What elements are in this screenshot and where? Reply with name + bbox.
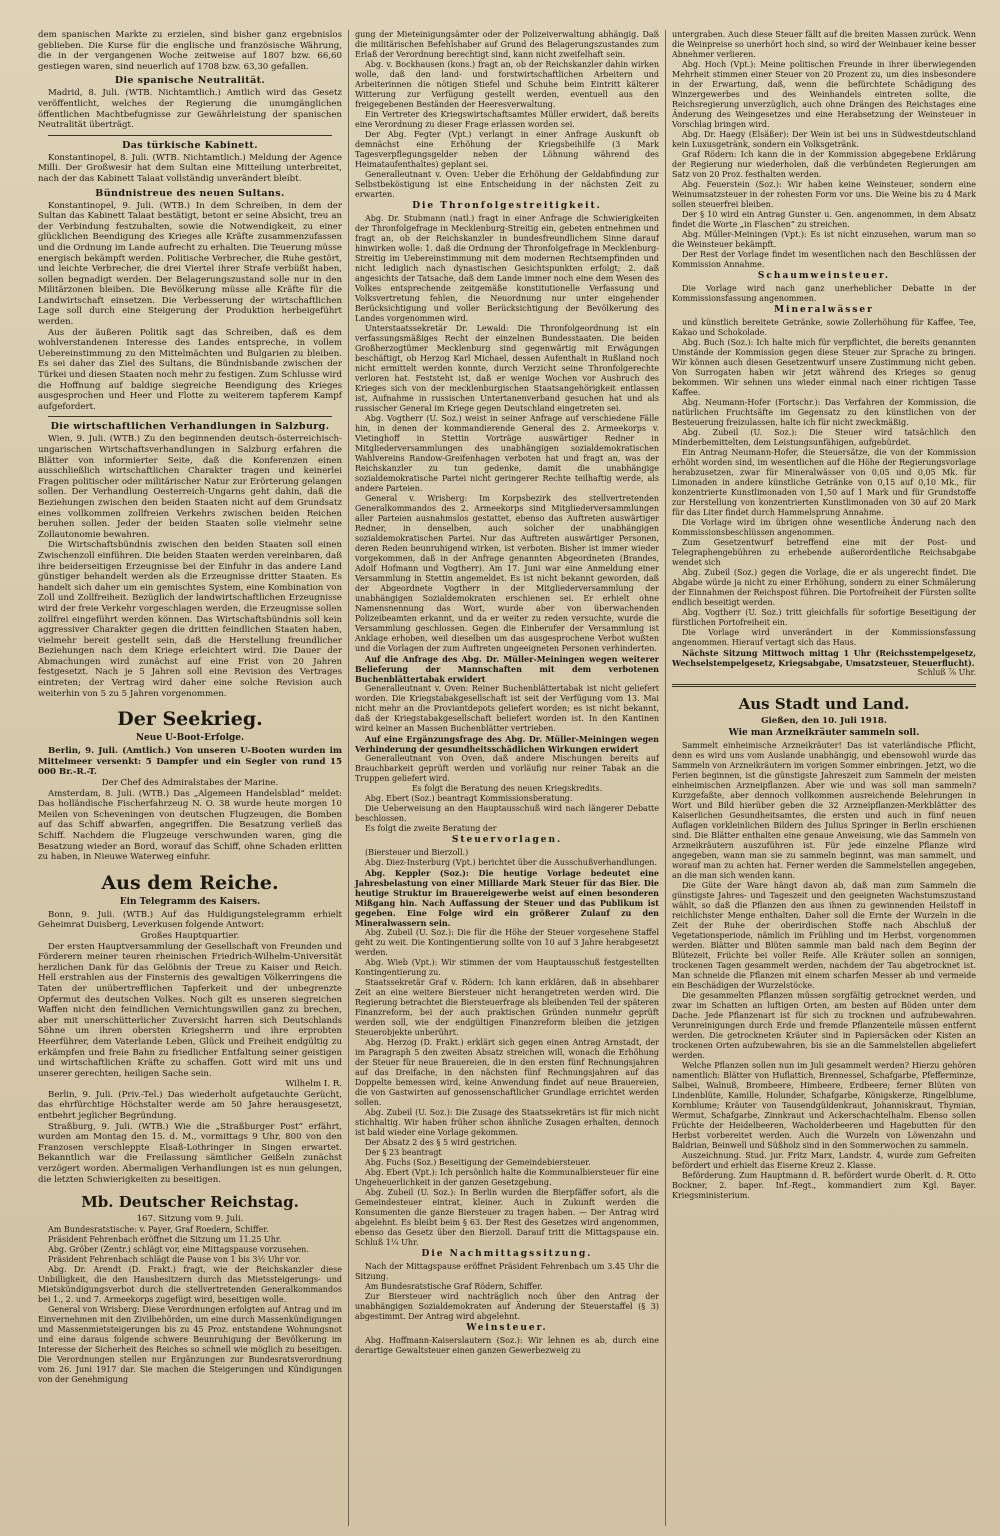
- heading-sultan: Bündnistreue des neuen Sultans.: [95, 187, 285, 199]
- paragraph: Welche Pflanzen sollen nun im Juli gesammelt werden? Hierzu gehören namentlich: Blätter von Huflattich, Brennessel, Schafgarbe, Pfefferminze, Salbei, Walnuß, Brombeere, Himbeere, Erdbeere; ferner Blüten von Lindenblüte, Kamille, Holunder, Schafgarbe, Königskerze, Ringelblume, Kornblume; Kräuter von Tausendgüldenkraut, Johanniskraut, Thymian, Wermut, Schafgarbe, Zinnkraut und Ackerschachtelhalm. Ebenso sollen Früchte der Heidelbeeren, Wacholderbeeren und Hagebutten für den Herbst vorbereitet werden. Auch die Wurzeln von Löwenzahn und Baldrian, Beinwell und Süßholz sind in den Sommerwochen zu sammeln.: [672, 1060, 976, 1150]
- paragraph: Abg. Keppler (Soz.): Die heutige Vorlage bedeutet eine Jahresbelastung von einer Milliarde Mark Steuer für das Bier. Die heutige Struktur im Brauereigewerbe weist auf einen besonderen Mißgang hin. Nach Auffassung der Steuer und das Publikum ist gegeben. Eine Folge wird ein größerer Zulauf zu den Mineralwassern sein.: [355, 868, 659, 928]
- heading-thronfolge: Die Thronfolgestreitigkeit.: [412, 201, 602, 211]
- column-3: [665, 30, 982, 1526]
- paragraph-eroeffnung: Präsident Fehrenbach eröffnet die Sitzung um 11.25 Uhr.: [48, 1234, 282, 1244]
- paragraph: Die gesammelten Pflanzen müssen sorgfältig getrocknet werden, und zwar im Schatten an luftigen Orten, am besten auf Böden unter dem Dache. Jede Pflanzenart ist für sich zu trocknen und aufzubewahren. Verunreinigungen durch Erde und fremde Pflanzenteile müssen entfernt werden. Die getrockneten Kräuter sind in Papiersäcken oder Kisten an trockenen Orten aufzubewahren, bis sie an die Sammelstellen abgeliefert werden.: [672, 990, 976, 1060]
- paragraph: Die Vorlage wird im übrigen ohne wesentliche Änderung nach den Kommissionsbeschlüssen angenommen.: [672, 518, 976, 537]
- signature-admiralstab: Der Chef des Admiralstabes der Marine.: [101, 778, 279, 789]
- paragraph-hauptquartier: Großes Hauptquartier.: [140, 930, 240, 941]
- heading-schaumwein: Schaumweinsteuer.: [757, 271, 891, 281]
- paragraph-turkish: Konstantinopel, 8. Juli. (WTB. Nichtamtlich.) Meldung der Agence Milli. Der Großwesir hat dem Sultan eine Mitteilung unterbreitet, nach der das Kabinett Talaat vollständig unverändert bleibt.: [38, 152, 342, 184]
- paragraph: Generalleutnant v. Oven: Reiner Buchenblättertabak ist nicht geliefert worden. Die Kriegstabakgesellschaft ist seit der Verfügung vom 13. Mai nicht mehr an die Proviantdepots geliefert worden; es ist nicht bekannt, daß der Kriegstabakgesellschaft beliefert worden ist. In den Kantinen wird keiner an Massen Buchenblätter vertrieben.: [355, 684, 659, 733]
- paragraph: Abg. Vogtherr (U. Soz.) weist in seiner Anfrage auf verschiedene Fälle hin, in denen der kommandierende General des 2. Armeekorps v. Vietinghoff in Stettin Vorträge auswärtiger Redner in Mitgliederversammlungen des unabhängigen sozialdemokratischen Wahlvereins Randow-Greifenhagen verboten hat und fragt an, was der Reichskanzler zu tun gedenke, damit die unabhängige sozialdemokratische Partei nicht geringerer Rechte teilhaftig werde, als andere Parteien.: [355, 414, 659, 493]
- heading-telegramm: Ein Telegramm des Kaisers.: [119, 896, 261, 907]
- paragraph-salzburg-2: Die Wirtschaftsbündnis zwischen den beiden Staaten soll einen Zwischenzoll einführen. Die beiden Staaten werden vereinbaren, daß ihre beiderseitigen Erzeugnisse bei der Einfuhr in das andere Land günstiger behandelt werden als die Erzeugnisse dritter Staaten. Es handelt sich daher um ein gemischtes System, eine Kombination von Zoll und Zollfreiheit. Bezüglich der landwirtschaftlichen Erzeugnisse wird der freie Verkehr vorgeschlagen werden, die Erzeugnisse sollen zollfrei eingeführt werden können. Das Wirtschaftsbündnis soll kein aggressiver Charakter gegen die dritten feindlichen Staaten haben, vielmehr bereit gestellt sein, daß die Herstellung freundlicher Beziehungen nach dem Kriege erleichtert wird. Die Dauer der Abmachungen wird zunächst auf eine Frist von 20 Jahren festgesetzt. Nach je 5 Jahren soll eine Revision des Vertrages eintreten; der Vertrag wird daher eine solche Revision auch weiterhin von 5 zu 5 Jahren vorgenommen.: [38, 540, 342, 699]
- paragraph: Abg. Wieb (Vpt.): Wir stimmen der vom Hauptausschuß festgestellten Kontingentierung zu.: [355, 958, 659, 977]
- column-container: [32, 30, 982, 1526]
- heading-kriegskredit: Es folgt die Beratung des neuen Kriegskredits.: [411, 784, 603, 793]
- heading-turkish-cabinet: Das türkische Kabinett.: [122, 139, 258, 151]
- paragraph: Der § 10 wird ein Antrag Gunster u. Gen. angenommen, in dem Absatz findet die Worte „in Flaschen“ zu streichen.: [672, 210, 976, 229]
- column-1: [32, 30, 348, 1526]
- paragraph-groeber: Abg. Gröber (Zentr.) schlägt vor, eine Mittagspause vorzusehen.: [48, 1244, 309, 1254]
- paragraph: Abg. Zubeil (U. Soz.): Die Steuer wird tatsächlich den Minderbemittelten, dem Leistungsunfähigen, aufgebürdet.: [672, 428, 976, 447]
- paragraph: General v. Wrisberg: Im Korpsbezirk des stellvertretenden Generalkommandos des 2. Armeekorps sind Mitgliederversammlungen aller Parteien ausnahmslos gestattet, ebenso das Auftreten auswärtiger Redner, in denselben, auch solcher der unabhängigen sozialdemokratischen Partei. Nur das Auftreten auswärtiger Personen, deren Reden beunruhigend wirken, ist verboten. Bisher ist immer wieder vorgekommen, daß in der Anfrage genannten Abgeordneten (Brandes, Adolf Hofmann und Vogtherr). Am 17. Juni war eine Anmeldung einer Versammlung in Stettin angemeldet. Es ist nicht bekannt geworden, daß der Abgeordnete Vogtherr in der Mitgliederversammlung der unabhängigen Sozialdemokraten erschienen sei. Er erhielt ohne Namensnennung das Wort, wurde aber von überwachenden Polizeibeamten erkannt, und da er weiter zu reden versuchte, wurde die Versammlung geschlossen. Gegen die Einberufer der Versammlung ist Anklage erhoben, weil dieselben um das ausgesprochene Verbot wußten und die Vorlagen der zum Auftreten ungeeigneten Personen verhinderten.: [355, 494, 659, 653]
- paragraph-pause: Präsident Fehrenbach schlägt die Pause von 1 bis 3½ Uhr vor.: [48, 1254, 301, 1264]
- paragraph-wrisberg: General von Wrisberg: Diese Verordnungen erfolgten auf Antrag und im Einvernehmen mit den Zivilbehörden, um eine durch Massenkündigungen und Massenmietsteigerungen bis zu 45 Proz. entstandene Wohnungsnot und eine daraus folgende schwere Beunruhigung der Bevölkerung im Interesse der Sicherheit des Reiches so schnell wie möglich zu beseitigen. Die Verordnungen stellen nur Ergänzungen zur Bundesratsverordnung vom 26. Juni 1917 dar. Sie machen die Steigerungen und Kündigungen von der Genehmigung: [38, 1304, 342, 1384]
- paragraph: Abg. Buch (Soz.): Ich halte mich für verpflichtet, die bereits genannten Umstände der Kommission gegen diese Steuer zur Sprache zu bringen. Wir können auch diesen Gesetzentwurf unsere Zustimmung nicht geben. Von Surrogaten haben wir jetzt während des Krieges so genug bekommen. Wir sehnen uns wieder einmal nach einer richtigen Tasse Kaffee.: [672, 338, 976, 397]
- paragraph: Staatssekretär Graf v. Rödern: Ich kann erklären, daß in absehbarer Zeit an eine weitere Biersteuer nicht herangetreten werden wird. Die Regierung betrachtet die Biersteuerfrage als bleibenden Teil der späteren Finanzreform, bei der auch praktischen Gründen nunmehr geprüft werden soll, wie der endgültigen Finanzreform bleiben die jetzigen Steuerobjekte unberührt.: [355, 978, 659, 1037]
- paragraph: Ein Antrag Neumann-Hofer, die Steuersätze, die von der Kommission erhöht worden sind, im wesentlichen auf die Höhe der Regierungsvorlage herabzusetzen, zwar für Mineralwässer von 0,05 und 0,05 Mk. für Limonaden in andere künstliche Getränke von 0,15 auf 0,10 Mk., für konzentrierte Kunstlimonaden von 1,50 auf 1 Mark und für Grundstoffe zur Herstellung von konzentrierten Kunstlimonaden von 30 auf 20 Mark für das Liter findet durch Hammelsprung Annahme.: [672, 448, 976, 517]
- paragraph: Abg. Ebert (Vpt.): Ich persönlich halte die Kommunalbiersteuer für eine Ungeheuerlichkeit in der ganzen Gesetzgebung.: [355, 1168, 659, 1187]
- paragraph: Abg. Dr. Stubmann (natl.) fragt in einer Anfrage die Schwierigkeiten der Thronfolgefrage in Mecklenburg-Streitig ein, gebeten entnehmen und fragt an, ob der Reichskanzler in bundesfreundlichem Sinne darauf hinwirken wolle: 1. daß die Ordnung der Thronfolgefrage in Mecklenburg-Streitig im Uebereinstimmung mit dem modernen Rechtsempfinden und nicht lediglich nach dynastischen Gesichtspunkten erfolgt; 2. daß angesichts der Tatsache, daß dem Lande immer noch eine dem Wesen des Volkes entsprechende zeitgemäße konstitutionelle Verfassung und Volksvertretung fehlen, die Neuordnung nur unter eingehender Berücksichtigung und voller Berücksichtigung der Bevölkerung des Landes vorgenommen wird.: [355, 214, 659, 323]
- heading-reichstag: Mb. Deutscher Reichstag.: [81, 1193, 299, 1212]
- paragraph: Zur Biersteuer wird nachträglich noch über den Antrag der unabhängigen Sozialdemokraten auf Änderung der Steuerstaffel (§ 3) abgestimmt. Der Antrag wird abgelehnt.: [355, 1292, 659, 1321]
- paragraph-telegramm-1: Bonn, 9. Juli. (WTB.) Auf das Huldigungstelegramm erhielt Geheimrat Duisberg, Leverkusen folgende Antwort:: [38, 909, 342, 931]
- heading-uboot: Neue U-Boot-Erfolge.: [135, 733, 245, 744]
- divider: [48, 416, 332, 417]
- paragraph: Abg. Zubeil (U. Soz.): Die für die Höhe der Steuer vorgesehene Staffel geht zu weit. Die Kontingentierung sollte von 10 auf 3 Jahre herabgesetzt werden.: [355, 928, 659, 957]
- paragraph-arendt: Abg. Dr. Arendt (D. Frakt.) fragt, wie der Reichskanzler diese Unbilligkeit, die den Hausbesitzern durch das Mietssteigerungs- und Mietskündigungsverbot durch die stellvertretenden Generalkommandos bei 1., 2. und 7. Armeekorps zugefügt wird, beseitigen wolle.: [38, 1264, 342, 1304]
- paragraph: gung der Mieteinigungsämter oder der Polizeiverwaltung abhängig. Daß die militärischen Befehlshaber auf Grund des Belagerungszustandes zum Erlaß der Verordnung berechtigt sind, kann nicht zweifelhaft sein.: [355, 30, 659, 59]
- paragraph-sitzung: 167. Sitzung vom 9. Juli.: [136, 1214, 244, 1225]
- paragraph: Abg. Ebert (Soz.) beantragt Kommissionsberatung.: [365, 794, 573, 803]
- paragraph: Auf eine Ergänzungsfrage des Abg. Dr. Müller-Meiningen wegen Verhinderung der gesundheitsschädlichen Wirkungen erwidert: [355, 734, 659, 754]
- paragraph-uboot: Berlin, 9. Juli. (Amtlich.) Von unseren U-Booten wurden im Mittelmeer versenkt: 5 Dampfer und ein Segler von rund 15 000 Br.-R.-T.: [38, 746, 342, 778]
- paragraph: Abg. Müller-Meiningen (Vpt.): Es ist nicht einzusehen, warum man so die Weinsteuer bekämpft.: [672, 230, 976, 249]
- divider: [672, 684, 976, 687]
- intro-paragraph: dem spanischen Markte zu erzielen, sind bisher ganz ergebnislos geblieben. Die Kurse für die englische und französische Währung, die in der vergangenen Woche zeitweise auf 1807 bzw. 66,60 gestiegen waren, sind neuerlich auf 1708 bzw. 63,30 gefallen.: [38, 30, 342, 72]
- divider: [48, 135, 332, 136]
- paragraph: untergraben. Auch diese Steuer fällt auf die breiten Massen zurück. Wenn die Weinpreise so unerhört hoch sind, so wird der Weinbauer keine besser Abnehmer verlieren.: [672, 30, 976, 59]
- paragraph-berlin: Berlin, 9. Juli. (Priv.-Tel.) Das wiederholt aufgetauchte Gerücht, das ehrfürchtige Höchstalter werde am 50 Jahre herausgesetzt, entbehrt jeglicher Begründung.: [38, 1089, 342, 1122]
- paragraph: Der Rest der Vorlage findet im wesentlichen nach den Beschlüssen der Kommission Annahme.: [672, 250, 976, 269]
- paragraph: Abg. Neumann-Hofer (Fortschr.): Das Verfahren der Kommission, die natürlichen Fruchtsäfte im Gegensatz zu den künstlichen von der Besteuerung freizulassen, halte ich für nicht zweckmäßig.: [672, 398, 976, 427]
- paragraph: Ein Vertreter des Kriegswirtschaftsamtes Müller erwidert, daß bereits eine Verordnung zu dieser Frage erlassen worden sei.: [355, 110, 659, 129]
- paragraph: Abg. Hoch (Vpt.): Meine politischen Freunde in ihrer überwiegenden Mehrheit stimmen einer Steuer von 20 Prozent zu, um dies insbesondere in der Erwartung, daß, wenn die befürchtete Schädigung des Winzergewerbes und des Weinhandels eintreten sollte, die Reichsregierung unverzüglich, auch ohne Drängen des Reichstages eine Änderung des Weingesetzes und eine Herabsetzung der Weinsteuer in Vorschlag bringen wird.: [672, 60, 976, 129]
- paragraph: Die Güte der Ware hängt davon ab, daß man zum Sammeln die günstigste Jahres- und Tageszeit und den geeigneten Wachstumszustand wählt, so daß die Pflanzen den aus ihnen zu gewinnenden Heilstoff in reichlichster Menge enthalten. Daher soll die Ernte der Wurzeln in die Zeit der Ruhe der oberirdischen Stoffe nach Abschluß der Vegetationsperiode, nämlich im Frühling und im Herbst, vorgenommen werden. Blätter und Blüten sammle man bald nach dem Beginn der Blütezeit, Früchte bei voller Reife. Alle Kräuter sollen an sonnigen, trockenen Tagen gesammelt werden, nachdem der Tau abgetrocknet ist. Man schneide die Pflanzen mit einem scharfen Messer ab und vermeide ein Beschädigen der Wurzelstöcke.: [672, 880, 976, 990]
- dateline: Gießen, den 10. Juli 1918.: [761, 716, 887, 726]
- paragraph: Graf Rödern: Ich kann die in der Kommission abgegebene Erklärung der Regierung nur wiederholen, daß die verbündeten Regierungen am Satz von 20 Proz. festhalten werden.: [672, 150, 976, 179]
- paragraph: Der § 23 beantragt: [365, 1148, 442, 1157]
- paragraph: Die Vorlage wird unverändert in der Kommissionsfassung angenommen. Hierauf vertagt sich das Haus.: [672, 628, 976, 647]
- paragraph: Sammelt einheimische Arzneikräuter! Das ist vaterländische Pflicht, denn es wird uns vom Auslande unabhängig, und ebensowohl wurde das Sammeln von Arzneikräutern im vorigen Sommer einbringen. Jetzt, wo die Ferien beginnen, ist die günstigste Jahreszeit zum Sammeln der meisten einheimischen Arzneipflanzen. Aber wie und was soll man sammeln? Kurzgefaßte, aber dennoch vollkommen ausreichende Belehrungen in Wort und Bild hierüber geben die 32 Arzneipflanzen-Merkblätter des Kaiserlichen Gesundheitsamtes, die ersten und auch in fünf neuen Auflagen vorkleinlichen Bildern des Julius Springer in Berlin erschienen sind. Die Blätter enthalten eine genaue Anweisung, wie das Sammeln von Arzneikräutern auszuführen ist. Für jede einzelne Pflanze wird angegeben, wann man sie zu sammeln beginnt, was man sammelt, und worauf man zu achten hat. Ferner werden die Sammelstellen angegeben, an die man sich wenden kann.: [672, 740, 976, 880]
- paragraph: Abg. Zubeil (U. Soz.): Die Zusage des Staatssekretärs ist für mich nicht stichhaltig. Wir haben früher schon ähnliche Zusagen erhalten, dennoch ist bald wieder eine Vorlage gekommen.: [355, 1108, 659, 1137]
- paragraph: (Biersteuer und Bierzoll.): [365, 848, 469, 857]
- heading-mineralwaesser: Mineralwässer: [774, 305, 874, 315]
- paragraph: Es folgt die zweite Beratung der: [365, 824, 497, 833]
- paragraph: Abg. Hoffmann-Kaiserslautern (Soz.): Wir lehnen es ab, durch eine derartige Gewaltsteuer einen ganzen Gewerbezweig zu: [355, 1336, 659, 1355]
- paragraph-spanish: Madrid, 8. Juli. (WTB. Nichtamtlich.) Amtlich wird das Gesetz veröffentlicht, welches der Regierung die unumgänglichen öffentlichen Machtbefugnisse zur Gewährleistung der spanischen Neutralität überträgt.: [38, 88, 342, 131]
- paragraph: Der Abg. Fegter (Vpt.) verlangt in einer Anfrage Auskunft ob demnächst eine Erhöhung der Kriegsbeihilfe (3 Mark Tagesverpflegungsgelder neben der Löhnung während des Heimataufenthaltes) geplant sei.: [355, 130, 659, 169]
- paragraph: Auszeichnung. Stud. jur. Fritz Marx, Landstr. 4, wurde zum Gefreiten befördert und erhielt das Eiserne Kreuz 2. Klasse.: [672, 1150, 976, 1170]
- paragraph: Zum Gesetzentwurf betreffend eine mit der Post- und Telegraphengebühren zu erhebende außerordentliche Reichsabgabe wendet sich: [672, 538, 976, 567]
- paragraph: Abg. v. Bockhausen (kons.) fragt an, ob der Reichskanzler dahin wirken wolle, daß den land- und forstwirtschaftlichen Arbeitern und Arbeiterinnen die nötigen Stiefel und Schuhe beim Eintritt kälterer Witterung zur Verfügung gestellt werden, eventuell aus den freigegebenen Beständen der Heeresverwaltung.: [355, 60, 659, 109]
- paragraph-sultan-1: Konstantinopel, 9. Juli. (WTB.) In dem Schreiben, in dem der Sultan das Kabinett Talaat bestätigt, betont er seine Absicht, treu an der Verbindung festzuhalten, sowie die Notwendigkeit, zu einer glücklichen Beendigung des Krieges alle Kräfte zusammenzufassen und die Ordnung im Lande aufrecht zu erhalten. Die Teuerung müsse energisch bekämpft werden. Politische Verbrecher, die Ruhe gestört, und leichte Verbrecher, die drei Viertel ihrer Strafe verbüßt haben, sollen begnadigt werden. Der Belagerungszustand solle nur in den Militärzonen bleiben. Die Bevölkerung müsse alle Kräfte für die Landwirtschaft einsetzen. Die Verbesserung der wirtschaftlichen Lage soll durch eine Steigerung der Produktion herbeigeführt werden.: [38, 200, 342, 328]
- column-2: [348, 30, 665, 1526]
- signature-wilhelm: Wilhelm I. R.: [285, 1079, 342, 1090]
- paragraph: Abg. Zubeil (Soz.) gegen die Vorlage, die er als ungerecht findet. Die Abgabe würde ja nicht zu einer Erhöhung, sondern zu einer Schmälerung der Einnahmen der Reichspost führen. Die Portofreiheit der Fürsten sollte endlich beseitigt werden.: [672, 568, 976, 607]
- paragraph-fischer: Amsterdam, 8. Juli. (WTB.) Das „Algemeen Handelsblad“ meldet: Das holländische Fischerfahrzeug N. O. 38 wurde heute morgen 10 Meilen von Scheveningen von deutschen Flugzeugen, die Bomben auf das Schiff abwarfen, angegriffen. Die Besatzung verließ das Schiff. Nachdem die Flugzeuge verschwunden waren, ging die Besatzung wieder an Bord, worauf das Schiff, ohne Schaden erlitten zu haben, in Nieuwe Waterweg einfuhr.: [38, 788, 342, 863]
- paragraph-sultan-2: Aus der äußeren Politik sagt das Schreiben, daß es dem wohlverstandenen Interesse des Landes entspreche, in vollem Uebereinstimmung zu den Mittelmächten und Bulgarien zu bleiben. Es sei daher das Ziel des Sultans, die Bündnisbande zwischen der Türkei und diesen Staaten noch mehr zu festigen. Zum Schlusse wird die Hoffnung auf baldige siegreiche Beendigung des Krieges ausgesprochen und Heer und Flotte zu weiterem tapferem Kampf aufgefordert.: [38, 327, 342, 412]
- paragraph: Abg. Vogtherr (U. Soz.) tritt gleichfalls für sofortige Beseitigung der fürstlichen Portofreiheit ein.: [672, 608, 976, 627]
- paragraph: Der Absatz 2 des § 5 wird gestrichen.: [365, 1138, 518, 1147]
- heading-aus-dem-reiche: Aus dem Reiche.: [101, 871, 279, 894]
- heading-steuervorlagen: Steuervorlagen.: [451, 835, 563, 845]
- paragraph-schluss: Schluß ⅞ Uhr.: [917, 668, 976, 677]
- heading-arzneikraeuter: Wie man Arzneikräuter sammeln soll.: [728, 727, 920, 738]
- paragraph: Unterstaatssekretär Dr. Lewald: Die Thronfolgeordnung ist ein verfassungsmäßiges Recht der einzelnen Bundesstaaten. Die beiden Großherzogtümer Mecklenburg sind gegenwärtig mit Erwägungen beschäftigt, ob Herzog Karl Michael, dessen Aufenthalt in Rußland noch nicht ermittelt werden konnte, durch Verzicht seine Thronfolgerechte verloren hat. Feststeht ist, daß er wenige Wochen vor Ausbruch des Krieges sich von der mecklenburgischen Staatsangehörigkeit entlassen ist, Aufnahme in russischen Untertanenverband gesuchen hat und als russischer General im Kriege gegen Deutschland eingetreten sei.: [355, 324, 659, 413]
- paragraph: Die Vorlage wird nach ganz unerheblicher Debatte in der Kommissionsfassung angenommen.: [672, 284, 976, 303]
- paragraph-strassburg: Straßburg, 9. Juli. (WTB.) Wie die „Straßburger Post“ erfährt, wurden am Montag den 15. d. M., vormittags 9 Uhr, 800 von den Franzosen verschleppte Elsaß-Lothringer in Singen erwartet. Bekanntlich war die Freilassung sämtlicher Geißeln zunächst verzögert worden. Abermaligen Verhandlungen ist es nun gelungen, die letzten Schwierigkeiten zu beseitigen.: [38, 1121, 342, 1185]
- paragraph-salzburg-1: Wien, 9. Juli. (WTB.) Zu den beginnenden deutsch-österreichisch-ungarischen Wirtschaftsverhandlungen in Salzburg erfahren die Blätter von informierter Seite, daß die Konferenzen einen ausschließlich wirtschaftlichen Charakter tragen und keinerlei Fragen politischer oder militärischer Natur zur Erörterung gelangen sollen. Der Verhandlung Oesterreich-Ungarns geht dahin, daß die Beziehungen zwischen den beiden Staaten nicht auf dem Grundsatz eines vollkommen zollfreien Verkehrs zwischen beiden Reichen beruhen sollen. Jeder der beiden Staaten solle vielmehr seine Zollautonomie bewahren.: [38, 434, 342, 540]
- paragraph: Beförderung. Zum Hauptmann d. R. befördert wurde Oberlt. d. R. Otto Bockner, 2. baper. Inf.-Regt., kommandiert zum Kgl. Bayer. Kriegsministerium.: [672, 1170, 976, 1200]
- heading-stadt-und-land: Aus Stadt und Land.: [738, 695, 910, 713]
- paragraph: Abg. Herzog (D. Frakt.) erklärt sich gegen einen Antrag Arnstadt, der im Paragraph 5 den zweiten Absatz streichen will, wonach die Erhöhung der Steuer für neue Brauereien, die in den ersten fünf Rechnungsjahren auf das Dreifache, in den nächsten fünf Rechnungsjahren auf das Doppelte bemessen wird, keine Anwendung findet auf neue Brauereien, die von Gastwirten auf genossenschaftlicher Grundlage errichtet werden sollen.: [355, 1038, 659, 1107]
- paragraph: Generalleutnant von Oven, daß andere Mischungen bereits auf Brauchbarkeit geprüft werden und vorläufig nur reiner Tabak an die Truppen geliefert wird.: [355, 754, 659, 783]
- paragraph: Abg. Feuerstein (Soz.): Wir haben keine Weinsteuer, sondern eine Weinumsatzsteuer in der rohesten Form vor uns. Die Weine bis zu 4 Mark sollen steuerfrei bleiben.: [672, 180, 976, 209]
- paragraph: Nächste Sitzung Mittwoch mittag 1 Uhr (Reichsstempelgesetz, Wechselstempelgesetz, Kriegsabgabe, Umsatzsteuer, Steuerflucht).: [672, 648, 976, 668]
- paragraph: Abg. Diez-Insterburg (Vpt.) berichtet über die Ausschußverhandlungen.: [365, 858, 657, 867]
- heading-spanish-neutrality: Die spanische Neutralität.: [114, 75, 266, 87]
- heading-seekrieg: Der Seekrieg.: [117, 708, 263, 731]
- paragraph: Abg. Fuchs (Soz.) Beseitigung der Gemeindebiersteuer.: [365, 1158, 591, 1167]
- heading-weinsteuer: Weinsteuer.: [466, 1323, 548, 1333]
- paragraph: Auf die Anfrage des Abg. Dr. Müller-Meiningen wegen weiterer Belieferung der Mannschaften mit dem verbotenen Buchenblättertabak erwidert: [355, 654, 659, 684]
- paragraph-bundesrat: Am Bundesratstische: v. Payer, Graf Roedern, Schiffer.: [48, 1224, 269, 1234]
- paragraph: und künstlich bereitete Getränke, sowie Zollerhöhung für Kaffee, Tee, Kakao und Schokolade.: [672, 318, 976, 337]
- paragraph: Abg. Zubeil (U. Soz.): In Berlin wurden die Bierpfäffer sofort, als die Gemeindesteuer eintrat, kleiner. Auch in Zukunft werden die Konsumenten die ganze Biersteuer zu tragen haben. — Der Antrag wird abgelehnt. Es bleibt beim § 63. Der Rest des Gesetzes wird angenommen, ebenso das Gesetz über den Bierzoll. Darauf tritt die Mittagspause ein. Schluß 1¼ Uhr.: [355, 1188, 659, 1247]
- paragraph: Die Ueberweisung an den Hauptausschuß wird nach längerer Debatte beschlossen.: [355, 804, 659, 823]
- paragraph: Generalleutnant v. Oven: Ueber die Erhöhung der Geldabfindung zur Selbstbeköstigung ist eine Entscheidung in der nächsten Zeit zu erwarten.: [355, 170, 659, 199]
- paragraph: Am Bundesratstische Graf Rödern, Schiffer.: [365, 1282, 543, 1291]
- heading-salzburg: Die wirtschaftlichen Verhandlungen in Salzburg.: [50, 421, 330, 433]
- paragraph: Abg. Dr. Haegy (Elsäßer): Der Wein ist bei uns in Südwestdeutschland kein Luxusgetränk, sondern ein Volksgetränk.: [672, 130, 976, 149]
- paragraph-telegramm-2: Der ersten Hauptversammlung der Gesellschaft von Freunden und Förderern meiner teuren rheinischen Friedrich-Wilhelm-Universität herzlichen Dank für das Gelöbnis der Treue zu Kaiser und Reich. Hell erstrahlen aus der Finsternis des gewaltigen Völkerringens die Taten der unübertrefflichen Tapferkeit und der unbegrenzte Opfermut des deutschen Volkes. Noch gilt es unseren siegreichen Waffen nicht den feindlichen Vernichtungswillen ganz zu brechen, aber mit unerschütterlicher Zuversicht harren sich Deutschlands Söhne um ihren obersten Kriegsherrn und ihre erprobten Heerführer, dem Vaterlande Leben, Glück und Freiheit endgültig zu erkämpfen und freie Bahn zu friedlicher Entfaltung seiner geistigen und wirtschaftlichen Kräfte zu schaffen. Gott wird mit uns und unserer gerechten, heiligen Sache sein.: [38, 941, 342, 1079]
- heading-nachmittag: Die Nachmittagssitzung.: [421, 1249, 593, 1259]
- paragraph: Nach der Mittagspause eröffnet Präsident Fehrenbach um 3.45 Uhr die Sitzung.: [355, 1262, 659, 1281]
